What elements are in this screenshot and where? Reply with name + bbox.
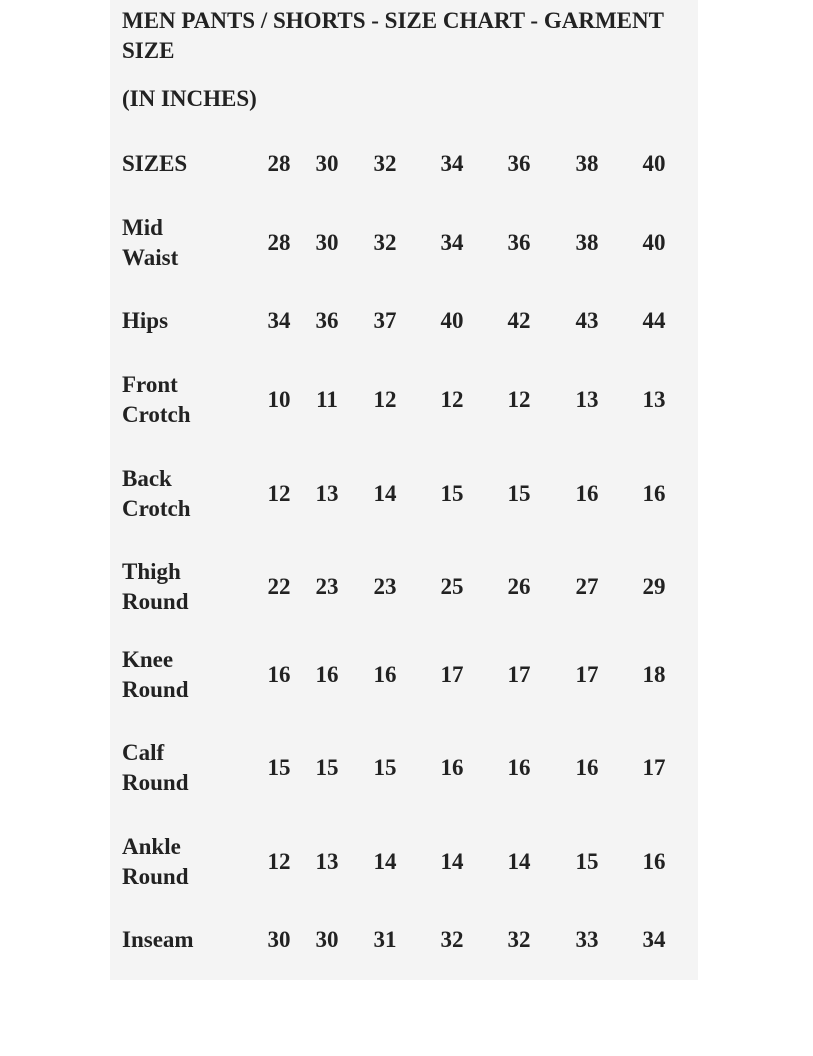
table-cell: 15 [507, 481, 531, 506]
table-cell: 15 [267, 755, 291, 780]
table-cell: 33 [575, 927, 599, 952]
size-header-cell: 28 [267, 151, 291, 176]
table-cell: 29 [642, 574, 666, 599]
row-label: Inseam [122, 927, 194, 952]
table-cell: 16 [315, 662, 339, 687]
table-cell: 32 [507, 927, 531, 952]
table-cell: 14 [507, 849, 531, 874]
table-cell: 17 [507, 662, 531, 687]
table-row-back-crotch [110, 464, 698, 524]
table-cell: 26 [507, 574, 531, 599]
table-cell: 13 [315, 849, 339, 874]
table-cell: 36 [507, 230, 531, 255]
row-label: Hips [122, 308, 169, 333]
size-header-cell: 40 [642, 151, 666, 176]
table-cell: 15 [315, 755, 339, 780]
size-header-cell: 30 [315, 151, 339, 176]
table-cell: 32 [440, 927, 464, 952]
table-cell: 12 [440, 387, 464, 412]
table-row-calf-round [110, 738, 698, 798]
table-cell: 17 [575, 662, 599, 687]
table-cell: 34 [642, 927, 666, 952]
table-cell: 22 [267, 574, 291, 599]
table-cell: 40 [642, 230, 666, 255]
table-cell: 17 [642, 755, 666, 780]
size-chart-panel [110, 0, 698, 980]
table-cell: 13 [575, 387, 599, 412]
table-cell: 23 [373, 574, 397, 599]
table-cell: 12 [267, 481, 291, 506]
table-row-inseam [110, 910, 698, 970]
table-cell: 38 [575, 230, 599, 255]
table-cell: 13 [315, 481, 339, 506]
table-cell: 15 [575, 849, 599, 874]
row-label: Ankle Round [122, 834, 189, 889]
table-cell: 32 [373, 230, 397, 255]
table-cell: 16 [267, 662, 291, 687]
table-cell: 25 [440, 574, 464, 599]
table-cell: 17 [440, 662, 464, 687]
table-cell: 16 [373, 662, 397, 687]
table-cell: 34 [440, 230, 464, 255]
page-title: MEN PANTS / SHORTS - SIZE CHART - GARMENT SIZE [122, 8, 664, 63]
table-cell: 16 [642, 849, 666, 874]
table-cell: 15 [440, 481, 464, 506]
row-label: Mid Waist [122, 215, 179, 270]
table-row-hips [110, 291, 698, 351]
row-label: Back Crotch [122, 466, 191, 521]
table-cell: 23 [315, 574, 339, 599]
table-cell: 40 [440, 308, 464, 333]
table-cell: 18 [642, 662, 666, 687]
table-cell: 34 [267, 308, 291, 333]
size-header-cell: 38 [575, 151, 599, 176]
table-cell: 44 [642, 308, 666, 333]
table-cell: 30 [315, 927, 339, 952]
table-cell: 36 [315, 308, 339, 333]
table-cell: 16 [575, 755, 599, 780]
table-cell: 15 [373, 755, 397, 780]
units-subtitle: (IN INCHES) [122, 86, 257, 111]
table-cell: 13 [642, 387, 666, 412]
table-row-thigh-round [110, 557, 698, 617]
table-cell: 30 [315, 230, 339, 255]
table-cell: 28 [267, 230, 291, 255]
table-cell: 16 [440, 755, 464, 780]
size-header-cell: 32 [373, 151, 397, 176]
row-label: Front Crotch [122, 372, 191, 427]
table-cell: 14 [373, 849, 397, 874]
row-label: SIZES [122, 151, 188, 176]
table-cell: 12 [507, 387, 531, 412]
table-cell: 16 [575, 481, 599, 506]
table-cell: 14 [373, 481, 397, 506]
size-header-cell: 34 [440, 151, 464, 176]
table-cell: 30 [267, 927, 291, 952]
row-label: Calf Round [122, 740, 189, 795]
table-cell: 37 [373, 308, 397, 333]
row-label: Knee Round [122, 647, 189, 702]
table-cell: 14 [440, 849, 464, 874]
table-cell: 12 [267, 849, 291, 874]
row-label: Thigh Round [122, 559, 189, 614]
table-cell: 16 [642, 481, 666, 506]
table-row-mid-waist [110, 213, 698, 273]
table-cell: 11 [316, 387, 338, 412]
table-cell: 31 [373, 927, 397, 952]
table-cell: 10 [267, 387, 291, 412]
table-row-ankle-round [110, 832, 698, 892]
table-row-front-crotch [110, 370, 698, 430]
sizes-header-row [110, 134, 698, 194]
table-row-knee-round [110, 645, 698, 705]
table-cell: 27 [575, 574, 599, 599]
table-cell: 42 [507, 308, 531, 333]
table-cell: 12 [373, 387, 397, 412]
table-cell: 43 [575, 308, 599, 333]
size-header-cell: 36 [507, 151, 531, 176]
table-cell: 16 [507, 755, 531, 780]
